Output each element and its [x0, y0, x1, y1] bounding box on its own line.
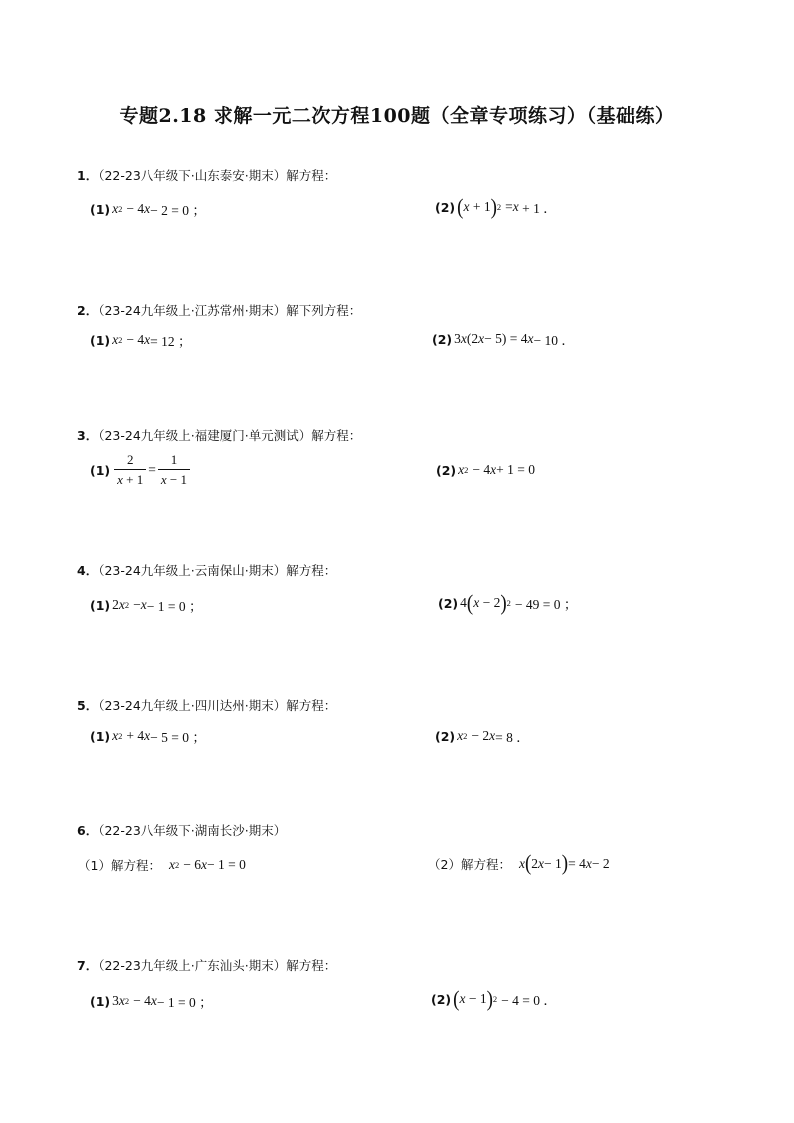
problem-4-part-1 [90, 595, 202, 615]
problem-1-heading [77, 166, 336, 184]
equation: x 2 − 4 x = 12 ； [112, 332, 192, 349]
equation: ( x + 1 ) 2 = x + 1 ． [457, 194, 557, 220]
problem-4-heading [77, 561, 336, 579]
problem-source: （23-24九年级上·福建厦门·单元测试） [98, 428, 312, 443]
equation: 3 x 2 − 4 x − 1 = 0 ； [112, 993, 213, 1010]
problem-instruction: 解方程： [311, 428, 362, 443]
part-label: (1) [90, 728, 111, 744]
problem-source: （23-24九年级上·云南保山·期末） [98, 563, 287, 578]
problem-number: 4． [77, 563, 99, 578]
problem-instruction: 解方程： [286, 168, 337, 183]
problem-6-part-2 [428, 851, 610, 876]
problem-2-part-1 [90, 330, 192, 350]
problem-number: 7． [77, 958, 99, 973]
problem-2-heading [77, 301, 361, 319]
problem-source: （22-23八年级下·山东泰安·期末） [98, 168, 287, 183]
problem-7-part-1 [90, 991, 213, 1011]
part-label: (1) [90, 462, 111, 478]
equation: $\frac{2}{x + 1}$ = $\frac{1}{x - 1}$ [112, 452, 192, 488]
equation: x 2 − 4 x + 1 = 0 [458, 462, 535, 477]
part-label: (2) [435, 199, 456, 215]
problem-3-part-2 [436, 462, 535, 478]
fraction: $\frac{1}{x - 1}$ [158, 452, 190, 488]
problem-7-part-2 [431, 986, 557, 1012]
problem-number: 2． [77, 303, 99, 318]
problem-number: 6． [77, 823, 99, 838]
part-label: (1) [90, 201, 111, 217]
equation: x 2 − 2 x = 8 ． [457, 728, 530, 745]
problem-5-heading [77, 696, 336, 714]
page-title: 专题2.18 求解一元二次方程100题（全章专项练习）（基础练） [119, 105, 675, 127]
problem-1-part-2 [435, 194, 557, 220]
problem-source: （22-23八年级下·湖南长沙·期末） [98, 823, 287, 838]
equation: x 2 − 6 x − 1 = 0 [168, 857, 246, 872]
part-label: (2) [432, 331, 453, 347]
problem-2-part-2 [432, 329, 575, 349]
problem-number: 3． [77, 428, 99, 443]
equation: 3 x (2 x − 5) = 4 x − 10 ． [454, 331, 575, 348]
equation: 4 ( x − 2 ) 2 − 49 = 0 ； [460, 590, 578, 616]
problem-number: 1． [77, 168, 99, 183]
problem-6-part-1 [78, 856, 246, 874]
equation: ( x − 1 ) 2 − 4 = 0 ． [453, 986, 557, 1012]
problem-source: （23-24九年级上·江苏常州·期末） [98, 303, 287, 318]
part-label: (1) [90, 597, 111, 613]
equation: x 2 + 4 x − 5 = 0 ； [112, 728, 206, 745]
problem-4-part-2 [438, 590, 578, 616]
problem-3-part-1 [90, 452, 192, 488]
part-label: (2) [436, 462, 457, 478]
part-label: （2）解方程： [428, 856, 511, 872]
problem-1-part-1 [90, 199, 206, 219]
fraction: $\frac{2}{x + 1}$ [114, 452, 146, 488]
part-label: (1) [90, 332, 111, 348]
problem-instruction: 解方程： [286, 698, 337, 713]
problem-5-part-2 [435, 726, 530, 746]
equation: x ( 2 x − 1 ) = 4 x − 2 [518, 851, 610, 876]
equation: x 2 − 4 x − 2 = 0 ； [112, 201, 206, 218]
equation: 2 x 2 − x − 1 = 0 ； [112, 597, 203, 614]
part-label: (2) [431, 991, 452, 1007]
part-label: (1) [90, 993, 111, 1009]
problem-3-heading [77, 426, 361, 444]
part-label: (2) [435, 728, 456, 744]
problem-number: 5． [77, 698, 99, 713]
problem-instruction: 解方程： [286, 958, 337, 973]
problem-instruction: 解下列方程： [286, 303, 362, 318]
problem-instruction: 解方程： [286, 563, 337, 578]
part-label: (2) [438, 595, 459, 611]
problem-source: （23-24九年级上·四川达州·期末） [98, 698, 287, 713]
problem-source: （22-23九年级上·广东汕头·期末） [98, 958, 287, 973]
problem-6-heading [77, 821, 286, 839]
problem-7-heading [77, 956, 336, 974]
part-label: （1）解方程： [78, 858, 161, 873]
problem-5-part-1 [90, 726, 206, 746]
